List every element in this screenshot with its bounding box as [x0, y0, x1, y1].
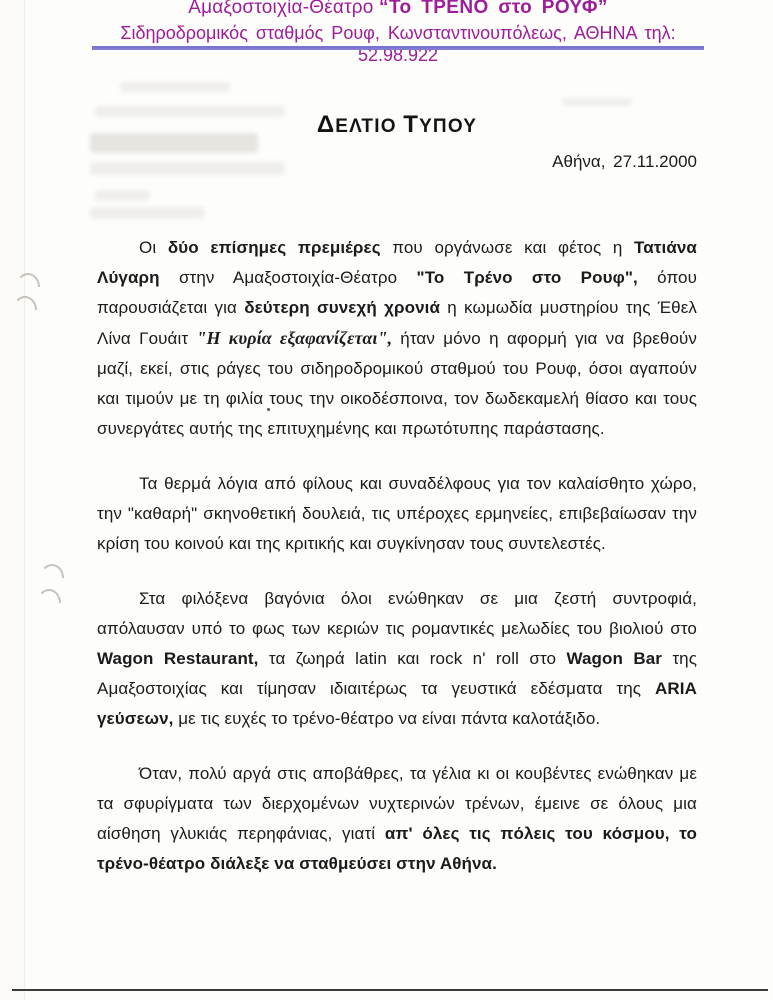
paragraph [97, 584, 697, 734]
text-run: η κωμωδία μυστηρίου της Έθελ Λίνα Γουάιτ [97, 298, 698, 348]
text-run: Στα φιλόξενα βαγόνια όλοι ενώθηκαν σε μια ζεστή συντροφιά, απόλαυσαν υπό το φως των κεριών τις ρομαντικές μελωδίες του βιολιού στο [97, 589, 697, 638]
punch-hole-mark [37, 589, 61, 603]
text-run: Τ [403, 111, 420, 138]
page-edge-shadow [0, 0, 25, 1000]
text-run: δεύτερη συνεχή χρονιά [244, 298, 448, 317]
text-run: Αμαξοστοιχία-Θέατρο [188, 0, 380, 18]
text-run: Δ [316, 111, 336, 138]
punch-hole-mark [40, 564, 64, 578]
press-release-body [97, 233, 697, 904]
document-title [97, 111, 697, 139]
text-run: Wagon Restaurant, [97, 649, 269, 668]
bleed-through-mark [95, 190, 150, 201]
paragraph [97, 469, 697, 559]
text-run: της Αμαξοστοιχίας και τίμησαν ιδιαιτέρως τα γευστικά εδέσματα της [97, 649, 697, 698]
text-run: με τις ευχές το τρένο-θέατρο να είναι πάντα καλοτάξιδο. [178, 709, 601, 728]
text-run: ΕΛΤΙΟ [335, 116, 404, 137]
letterhead [92, 0, 704, 66]
text-run: Τα θερμά λόγια από φίλους και συναδέλφους για τον καλαίσθητο χώρο, την "καθαρή" σκηνοθετική δουλειά, τις υπέροχες ερμηνείες, επιβεβαίωσαν την κρίση του κοινού και της κριτικής και συγκίνησαν τους συντελεστές. [97, 474, 697, 553]
bleed-through-mark [120, 82, 230, 92]
bleed-through-mark [562, 98, 632, 106]
letterhead-address: Σιδηροδρομικός σταθμός Ρουφ, Κωνσταντινουπόλεως, ΑΘΗΝΑ τηλ: 52.98.922 [120, 23, 676, 65]
letterhead-theatre-name [92, 0, 704, 19]
text-run: Wagon Bar [566, 649, 673, 668]
text-run: "Η κυρία εξαφανίζεται", [196, 328, 401, 348]
bottom-scan-line [12, 989, 768, 991]
text-run: που οργάνωσε και φέτος η [392, 238, 635, 257]
text-run: τα ζωηρά latin και rock n' roll στο [268, 649, 567, 668]
punch-hole-mark [13, 296, 37, 310]
text-run: απ' όλες τις πόλεις του κόσμου, το τρένο-θέατρο διάλεξε να σταθμεύσει στην Αθήνα. [97, 824, 697, 873]
dateline: Αθήνα, 27.11.2000 [552, 152, 697, 171]
text-run: Τατιάνα Λύγαρη [97, 238, 697, 287]
text-run: ήταν μόνο η αφορμή για να βρεθούν μαζί, εκεί, στις ράγες του σιδηροδρομικού σταθμού του Ρουφ, όσοι αγαπούν και τιμούν με τη φιλία τους την οικοδέσποινα, τον δωδεκαμελή θίασο και τους συνεργάτες αυτής της επιτυχημένης και πρωτότυπης παράστασης. [97, 329, 697, 438]
text-run: Οι [139, 238, 168, 257]
text-run: στην Αμαξοστοιχία-Θέατρο [178, 268, 417, 287]
text-run: ΥΠΟΥ [419, 116, 478, 137]
punch-hole-mark [16, 273, 40, 287]
paragraph [97, 233, 697, 444]
text-run: "Το Τρένο στο Ρουφ", [416, 268, 658, 287]
letterhead-divider-rule [92, 46, 704, 50]
text-run: όπου παρουσιάζεται για [97, 268, 697, 317]
text-run: Όταν, πολύ αργά στις αποβάθρες, τα γέλια κι οι κουβέντες ενώθηκαν με τα σφυρίγματα των διερχομένων νυχτερινών τρένων, έμεινε σε όλους μια αίσθηση γλυκιάς περηφάνιας, γιατί [97, 764, 697, 843]
text-run: δύο επίσημες πρεμιέρες [167, 238, 393, 257]
bleed-through-mark [90, 207, 205, 219]
text-run: “Το ΤΡΕΝΟ στο ΡΟΥΦ” [379, 0, 608, 18]
paragraph [97, 759, 697, 879]
text-run: ARIA γεύσεων, [97, 679, 697, 728]
scan-speck [267, 408, 270, 411]
